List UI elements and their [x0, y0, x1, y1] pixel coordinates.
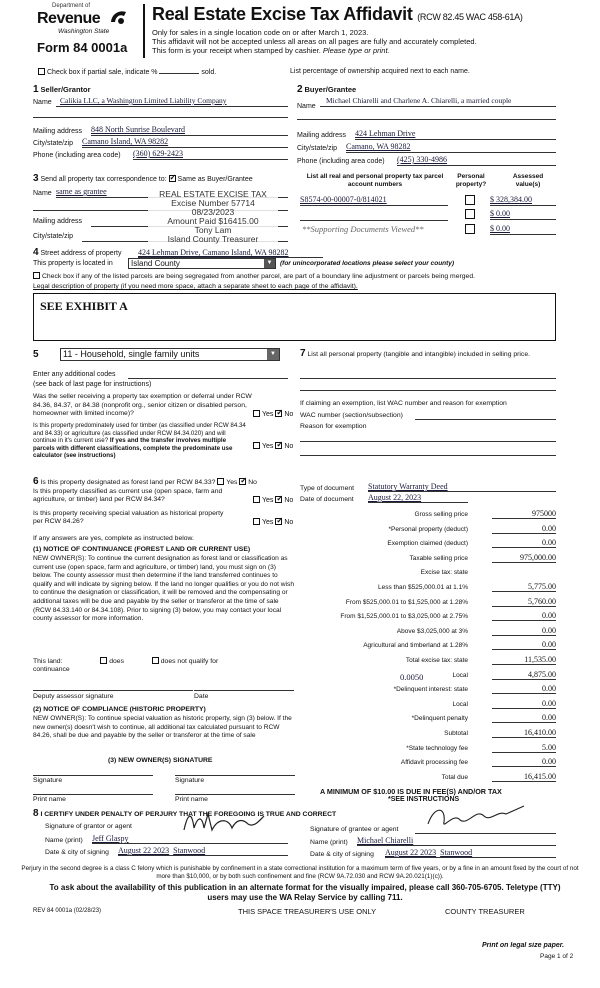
any-yes-note: If any answers are yes, complete as instructed below.	[33, 535, 194, 542]
seller-name-field[interactable]: Calikia LLC, a Washington Limited Liability Company	[56, 96, 288, 107]
seller-phone-field[interactable]: (360) 629-2423	[133, 149, 288, 160]
legal-paper-note: Print on legal size paper.	[482, 942, 565, 949]
section3-heading: 3 Send all property tax correspondence to: ✓ Same as Buyer/Grantee	[33, 173, 253, 184]
forest-yes-checkbox[interactable]	[217, 478, 224, 485]
grantor-date-label: Date & city of signing	[45, 849, 109, 856]
doc-type-label: Type of document	[300, 485, 355, 492]
tax-row-label: *Personal property (deduct)	[388, 526, 468, 533]
seller-heading: 1 Seller/Grantor	[33, 84, 91, 95]
seller-city-field[interactable]: Camano Island, WA 98282	[82, 137, 288, 148]
tax-row-label: Total excise tax: state	[405, 657, 468, 664]
owner-signature-line-2[interactable]	[175, 775, 295, 776]
grantee-date-label: Date & city of signing	[310, 851, 374, 858]
tax-row-label: Gross selling price	[414, 511, 468, 518]
exemption-no-checkbox[interactable]	[275, 410, 282, 417]
tax-row-value[interactable]: 0.00	[492, 538, 556, 548]
this-land-row: This land: does does not qualify for	[33, 658, 219, 665]
tax-row-value[interactable]: 0.00	[492, 626, 556, 636]
alternate-format-notice: To ask about the availability of this publication in an alternate format for the visually impaired, please call 360-705-6705. Teletype (TTY) users may use the WA Relay Service by calling 711.	[49, 883, 561, 902]
county-select[interactable]: Island County ▼	[128, 258, 276, 269]
section4-street-row: 4 Street address of property	[33, 247, 122, 258]
tax-row-label: Taxable selling price	[409, 555, 468, 562]
notice-continuance-heading: (1) NOTICE OF CONTINUANCE (FOREST LAND OR CURRENT USE)	[33, 546, 251, 553]
buyer-name-field[interactable]: Michael Chiarelli and Charlene A. Chiarelli, a married couple	[320, 96, 556, 107]
grantor-signature-label: Signature of grantor or agent	[45, 823, 132, 830]
owner-print-label-1: Print name	[33, 796, 66, 803]
revenue-logo-icon	[108, 8, 128, 28]
timber-no-checkbox[interactable]	[275, 442, 282, 449]
reason-label: Reason for exemption	[300, 423, 367, 430]
located-in-label: This property is located in	[33, 260, 113, 267]
new-owner-signature-heading: (3) NEW OWNER(S) SIGNATURE	[108, 757, 213, 764]
partial-sale-row: Check box if partial sale, indicate % sold.	[38, 68, 216, 76]
additional-codes-field[interactable]	[128, 378, 288, 379]
grantor-name-field[interactable]: Jeff Glaspy	[92, 834, 288, 844]
agency-top: Department of	[52, 3, 91, 9]
header-note-2: This affidavit will not be accepted unless all areas on all pages are fully and accurately completed.	[152, 37, 477, 46]
tax-row-label: Subtotal	[444, 730, 468, 737]
deputy-signature-line[interactable]	[33, 690, 193, 691]
parcel-col-header: List all real and personal property tax parcel account numbers	[306, 173, 444, 188]
timber-question: Is this property predominately used for timber (as classified under RCW 84.34 and 84.33) or agriculture (as classified under RCW 84.34.020) and will continue in it's current use? If yes and the transfer involves multiple parcels with different classifications, complete the predominate use calculator (see instructions)	[33, 422, 246, 459]
tax-row-label: Total due	[441, 774, 468, 781]
tax-row-label: *State technology fee	[406, 745, 468, 752]
tax-row-label: Agricultural and timberland at 1.28%	[363, 642, 468, 649]
wac-number-field[interactable]	[415, 419, 556, 420]
historical-no-checkbox[interactable]	[275, 518, 282, 525]
supporting-documents-note: **Supporting Documents Viewed**	[302, 224, 424, 234]
tax-row-value[interactable]: 0.00	[492, 640, 556, 650]
form-title: Real Estate Excise Tax Affidavit (RCW 82.45 WAC 458-61A)	[152, 4, 523, 24]
tax-row-value[interactable]: 5,775.00	[492, 582, 556, 592]
seller-name-line-2[interactable]	[33, 117, 288, 118]
forest-land-question: 6 Is this property designated as forest land per RCW 84.33? Yes ✓ No	[33, 476, 257, 487]
tax-row-value[interactable]: 0.00	[492, 713, 556, 723]
street-address-field[interactable]: 424 Lehman Drive, Camano Island, WA 98282	[138, 248, 323, 258]
section7-text: 7 List all personal property (tangible and intangible) included in selling price.	[300, 348, 530, 359]
buyer-name-line-2[interactable]	[297, 119, 556, 120]
grantee-signature-mark	[420, 802, 530, 832]
tax-row-label: From $525,000.01 to $1,525,000 at 1.28%	[345, 599, 468, 606]
buyer-city-field[interactable]: Camano, WA 98282	[346, 142, 556, 153]
tax-row-value[interactable]: 975000	[492, 509, 556, 519]
notice-continuance-body: NEW OWNER(S): To continue the current designation as forest land or classification as current use (open space, farm and agriculture, or timber) land, you must sign on (3) below. The county assessor must then determine if the land transferred continues to qualify and will indicate by signing below. If the land no longer qualifies or you do not wish to continue the designation or classification, it will be removed and the compensating or additional taxes will be due and payable by the seller or transferor at the time of sale (RCW 84.33.140 or 84.34.108). Prior to signing (3) below, you may contact your local county assessor for more information.	[33, 555, 294, 623]
historical-question: Is this property receiving special valuation as historical property per RCW 84.26?	[33, 510, 224, 525]
tax-row-label: Affidavit processing fee	[400, 759, 468, 766]
buyer-mail-field[interactable]: 424 Lehman Drive	[355, 129, 556, 140]
tax-row-value[interactable]: 0.00	[492, 611, 556, 621]
current-use-yes-checkbox[interactable]	[253, 496, 260, 503]
tax-row-label: Excise tax: state	[420, 569, 468, 576]
section3-name-field[interactable]: same as grantee	[56, 187, 288, 198]
owner-signature-label-1: Signature	[33, 777, 63, 784]
section5-number: 5	[33, 349, 39, 360]
personal-col-header: Personal property?	[455, 173, 487, 188]
seller-mail-field[interactable]: 848 North Sunrise Boulevard	[91, 125, 288, 136]
grantee-name-label: Name (print)	[310, 839, 348, 846]
header-note-3: This form is your receipt when stamped by cashier. Please type or print.	[152, 46, 390, 55]
exemption-wac-note: If claiming an exemption, list WAC number and reason for exemption	[300, 400, 507, 407]
grantee-signature-line[interactable]	[415, 833, 556, 834]
current-use-question: Is this property classified as current use (open space, farm and agriculture, or timber) land per RCW 84.34?	[33, 488, 223, 503]
tax-row-value[interactable]: 5,760.00	[492, 597, 556, 607]
reason-line-2[interactable]	[300, 455, 556, 456]
buyer-phone-field[interactable]: (425) 330-4986	[397, 155, 556, 166]
grantor-name-label: Name (print)	[45, 837, 83, 844]
owner-signature-line-1[interactable]	[33, 775, 153, 776]
treasurer-space-note: THIS SPACE TREASURER'S USE ONLY	[238, 907, 377, 916]
tax-row-label: *Delinquent penalty	[411, 715, 468, 722]
personal-property-line-2[interactable]	[300, 390, 556, 391]
seller-mail-label: Mailing address	[33, 128, 83, 135]
deputy-signature-label: Deputy assessor signature	[33, 693, 114, 700]
legal-description-value: SEE EXHIBIT A	[40, 299, 128, 313]
revenue-logo-text: Revenue	[37, 10, 101, 27]
tax-row-label: Local	[452, 701, 468, 708]
grantor-signature-mark	[178, 810, 268, 834]
deputy-date-line[interactable]	[194, 690, 294, 691]
segregated-row: Check box if any of the listed parcels are being segregated from another parcel, are part of a boundary line adjustment or parcels being merged.	[33, 272, 475, 280]
unincorporated-note: (for unincorporated locations please select your county)	[280, 260, 455, 267]
revision-code: REV 84 0001a (02/28/23)	[33, 908, 102, 914]
section3-mail-label: Mailing address	[33, 218, 83, 225]
wac-number-label: WAC number (section/subsection)	[300, 412, 403, 419]
tax-row-value[interactable]: 16,415.00	[492, 772, 556, 782]
exemption-question: Was the seller receiving a property tax exemption or deferral under RCW 84.36, 84.37, or 84.38 (nonprofit org., senior citizen or disabled person, homeowner with limited income)?	[33, 393, 252, 417]
current-use-no-checkbox[interactable]	[275, 496, 282, 503]
tax-row-value[interactable]: 16,410.00	[492, 728, 556, 738]
certify-statement: 8 I CERTIFY UNDER PENALTY OF PERJURY THAT THE FOREGOING IS TRUE AND CORRECT	[33, 808, 337, 819]
segregated-checkbox[interactable]	[33, 272, 40, 279]
excise-tax-stamp: REAL ESTATE EXCISE TAX Excise Number 57714 08/23/2023 Amount Paid $16415.00 Tony Lam Island County Treasurer	[148, 190, 278, 244]
personal-2-checkbox[interactable]	[465, 209, 475, 219]
assessed-2-field[interactable]: $ 0.00	[490, 209, 556, 220]
timber-yes-no: Yes ✓ No	[253, 442, 293, 450]
legal-description-box[interactable]	[33, 293, 556, 341]
parcel-1-field[interactable]: S8574-00-00007-0/814021	[300, 195, 448, 206]
does-not-qualify-checkbox[interactable]	[152, 657, 159, 664]
buyer-city-label: City/state/zip	[297, 145, 338, 152]
forest-no-checkbox[interactable]	[239, 478, 246, 485]
grantee-date-field[interactable]: August 22 2023 Stanwood	[385, 848, 556, 858]
form-number: Form 84 0001a	[37, 40, 128, 55]
land-use-select[interactable]: 11 - Household, single family units ▼	[60, 348, 280, 361]
seller-phone-label: Phone (including area code)	[33, 152, 121, 159]
owner-print-line-2[interactable]	[175, 794, 295, 795]
header-divider	[143, 4, 145, 58]
same-as-buyer-checkbox[interactable]	[169, 175, 176, 182]
tax-row-value[interactable]: 0.00	[492, 524, 556, 534]
page-number: Page 1 of 2	[540, 953, 574, 960]
land-use-dropdown-icon[interactable]: ▼	[267, 349, 279, 360]
buyer-phone-label: Phone (including area code)	[297, 158, 385, 165]
reason-line-1[interactable]	[300, 441, 556, 442]
section3-name-label: Name	[33, 190, 52, 197]
partial-sale-checkbox[interactable]	[38, 68, 45, 75]
seller-name-label: Name	[33, 99, 52, 106]
state-name: Washington State	[58, 28, 110, 35]
assessed-1-field[interactable]: $ 328,384.00	[490, 195, 556, 206]
header-note-1: Only for sales in a single location code on or after March 1, 2023.	[152, 28, 369, 37]
historical-yes-checkbox[interactable]	[253, 518, 260, 525]
tax-row-value[interactable]: 0.00	[492, 757, 556, 767]
county-treasurer-label: COUNTY TREASURER	[445, 907, 525, 916]
assessed-3-field[interactable]: $ 0.00	[490, 224, 556, 235]
perjury-notice: Perjury in the second degree is a class C felony which is punishable by confinement in a state correctional institution for a maximum term of five years, or by a fine in an amount fixed by the court of not more than $10,000, or by both such confinement and fine (RCW 9A.72.030 and RCW 9A.20.021(1)(c)).	[21, 865, 579, 880]
tax-row-label: Exemption claimed (deduct)	[387, 540, 468, 547]
owner-print-label-2: Print name	[175, 796, 208, 803]
tax-row-value[interactable]: 5.00	[492, 743, 556, 753]
assessed-col-header: Assessed value(s)	[512, 173, 544, 188]
tax-row-value[interactable]: 11,535.00	[492, 655, 556, 665]
see-back-note: (see back of last page for instructions)	[33, 381, 152, 388]
exemption-yes-checkbox[interactable]	[253, 410, 260, 417]
notice-compliance-heading: (2) NOTICE OF COMPLIANCE (HISTORIC PROPERTY)	[33, 706, 206, 713]
tax-row-value[interactable]: 0.00	[492, 699, 556, 709]
section3-city-label: City/state/zip	[33, 233, 74, 240]
county-dropdown-icon[interactable]: ▼	[264, 259, 275, 268]
doc-date-field[interactable]: August 22, 2023	[368, 493, 468, 503]
historical-yes-no: Yes ✓ No	[253, 518, 293, 526]
continuance-label: continuance	[33, 666, 70, 673]
grantee-name-field[interactable]: Michael Chiarelli	[357, 836, 556, 846]
owner-signature-label-2: Signature	[175, 777, 205, 784]
tax-row-value[interactable]: 975,000.00	[492, 553, 556, 563]
minimum-fee-note: A MINIMUM OF $10.00 IS DUE IN FEE(S) AND/OR TAX	[320, 787, 502, 796]
buyer-name-label: Name	[297, 103, 316, 110]
see-instructions-note: *SEE INSTRUCTIONS	[388, 796, 460, 803]
tax-row-value[interactable]: 4,875.00	[492, 670, 556, 680]
does-qualify-checkbox[interactable]	[100, 657, 107, 664]
buyer-mail-label: Mailing address	[297, 132, 347, 139]
current-use-yes-no: Yes ✓ No	[253, 496, 293, 504]
local-rate-value: 0.0050	[400, 672, 424, 682]
personal-1-checkbox[interactable]	[465, 195, 475, 205]
deputy-date-label: Date	[194, 693, 209, 700]
grantee-signature-label: Signature of grantee or agent	[310, 826, 399, 833]
timber-yes-checkbox[interactable]	[253, 442, 260, 449]
legal-description-label: Legal description of property (if you need more space, attach a separate sheet to each page of the affidavit).	[33, 283, 358, 290]
tax-row-label: *Delinquent interest: state	[393, 686, 468, 693]
seller-city-label: City/state/zip	[33, 140, 74, 147]
tax-row-value[interactable]: 0.00	[492, 684, 556, 694]
tax-row-label: Above $3,025,000 at 3%	[396, 628, 468, 635]
personal-3-checkbox[interactable]	[465, 224, 475, 234]
tax-row-label: Less than $525,000.01 at 1.1%	[378, 584, 468, 591]
tax-row-label: Local	[452, 672, 468, 679]
doc-date-label: Date of document	[300, 496, 354, 503]
additional-codes-label: Enter any additional codes	[33, 371, 116, 378]
exemption-yes-no: Yes ✓ No	[253, 410, 293, 418]
notice-compliance-body: NEW OWNER(S): To continue special valuation as historic property, sign (3) below. If the new owner(s) doesn't wish to continue, all additional tax calculated pursuant to RCW 84.26, shall be due and payable by the seller or transferor at the time of sale	[33, 715, 292, 740]
list-percentage-note: List percentage of ownership acquired next to each name.	[290, 68, 470, 75]
owner-print-line-1[interactable]	[33, 794, 153, 795]
personal-property-line-1[interactable]	[300, 378, 556, 379]
parcel-2-field[interactable]	[300, 220, 448, 221]
doc-type-field[interactable]: Statutory Warranty Deed	[368, 482, 556, 492]
grantor-date-field[interactable]: August 22 2023 Stanwood	[118, 846, 288, 856]
buyer-heading: 2 Buyer/Grantee	[297, 84, 357, 95]
tax-row-label: From $1,525,000.01 to $3,025,000 at 2.75%	[340, 613, 468, 620]
